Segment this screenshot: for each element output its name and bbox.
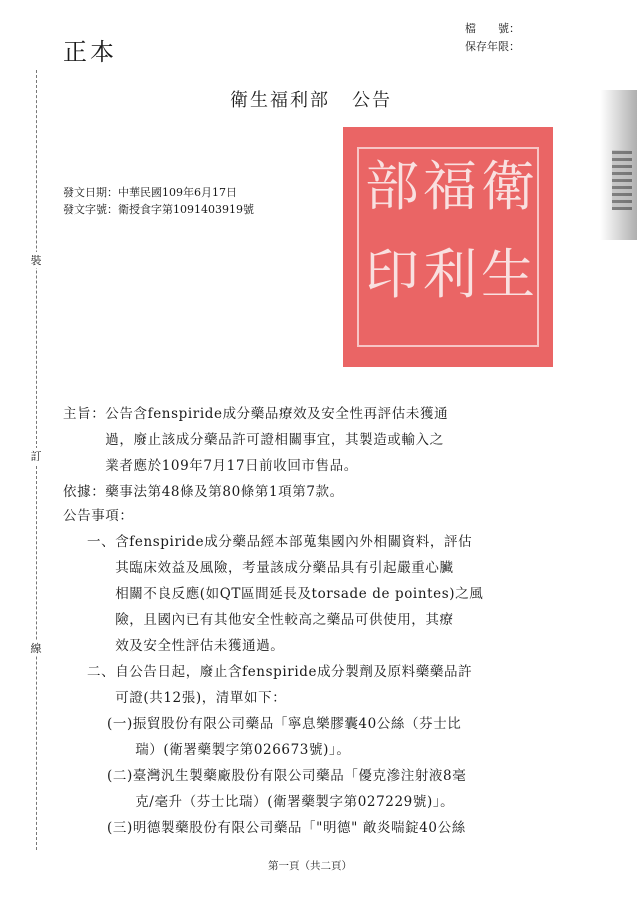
sub-item-1-line-1: (一)振貿股份有限公司藥品「寧息樂膠囊40公絲（芬士比 — [107, 716, 462, 732]
archive-info — [465, 20, 531, 56]
seal-char: 利 — [423, 243, 477, 306]
seal-char: 福 — [423, 155, 477, 218]
sub-item-2-line-2: 克/毫升（芬士比瑞）(衛署藥製字第027229號)」。 — [107, 794, 455, 810]
item-1-line-4: 險，且國內已有其他安全性較高之藥品可供使用，其療 — [87, 612, 454, 628]
item-2-line-1: 二、自公告日起，廢止含fenspiride成分製劑及原料藥藥品許 — [87, 664, 473, 680]
item-1-line-5: 效及安全性評估未獲通過。 — [87, 638, 285, 654]
agency-name: 衛生福利部 — [230, 90, 330, 111]
copy-type-label: 正本 — [63, 38, 117, 66]
seal-char: 部 — [365, 155, 419, 218]
sub-item-2-line-1: (二)臺灣汎生製藥廠股份有限公司藥品「優克滲注射液8毫 — [107, 768, 467, 784]
issue-date: 發文日期：中華民國109年6月17日 — [63, 186, 237, 199]
retention-label: 保存年限： — [465, 40, 520, 53]
notice-heading: 公告事項： — [63, 508, 134, 524]
document-type: 公告 — [352, 90, 392, 111]
official-seal — [343, 127, 553, 367]
item-2-line-2: 可證(共12張)，清單如下： — [87, 690, 287, 706]
document-title — [230, 86, 392, 112]
page-number: 第一頁（共二頁） — [268, 860, 352, 872]
scan-artifact-stripes — [612, 150, 632, 210]
item-1-line-2: 其臨床效益及風險，考量該成分藥品具有引起嚴重心臟 — [87, 560, 454, 576]
basis-line: 依據：藥事法第48條及第80條第1項第7款。 — [63, 484, 344, 500]
subject-line-3: 業者應於109年7月17日前收回市售品。 — [63, 458, 358, 474]
seal-char: 印 — [365, 243, 419, 306]
seal-char: 衛 — [481, 155, 535, 218]
subject-line-1: 主旨：公告含fenspiride成分藥品療效及安全性再評估未獲通 — [63, 406, 449, 422]
binding-char-ding: 訂 — [30, 450, 42, 463]
seal-border — [357, 147, 539, 347]
binding-char-xian: 線 — [30, 642, 42, 655]
subject-line-2: 過，廢止該成分藥品許可證相關事宜，其製造或輸入之 — [63, 432, 444, 448]
binding-char-zhuang: 裝 — [30, 254, 42, 267]
seal-char: 生 — [481, 243, 535, 306]
item-1-line-1: 一、含fenspiride成分藥品經本部蒐集國內外相關資料，評估 — [87, 534, 473, 550]
issue-reference: 發文字號：衛授食字第1091403919號 — [63, 203, 254, 216]
sub-item-3-line-1: (三)明德製藥股份有限公司藥品「"明德" 敵炎喘錠40公絲 — [107, 820, 466, 836]
issue-meta — [63, 184, 254, 218]
sub-item-1-line-2: 瑞）(衛署藥製字第026673號)」。 — [107, 742, 351, 758]
file-number-label: 檔 號： — [465, 22, 520, 35]
item-1-line-3: 相關不良反應(如QT區間延長及torsade de pointes)之風 — [87, 586, 484, 602]
